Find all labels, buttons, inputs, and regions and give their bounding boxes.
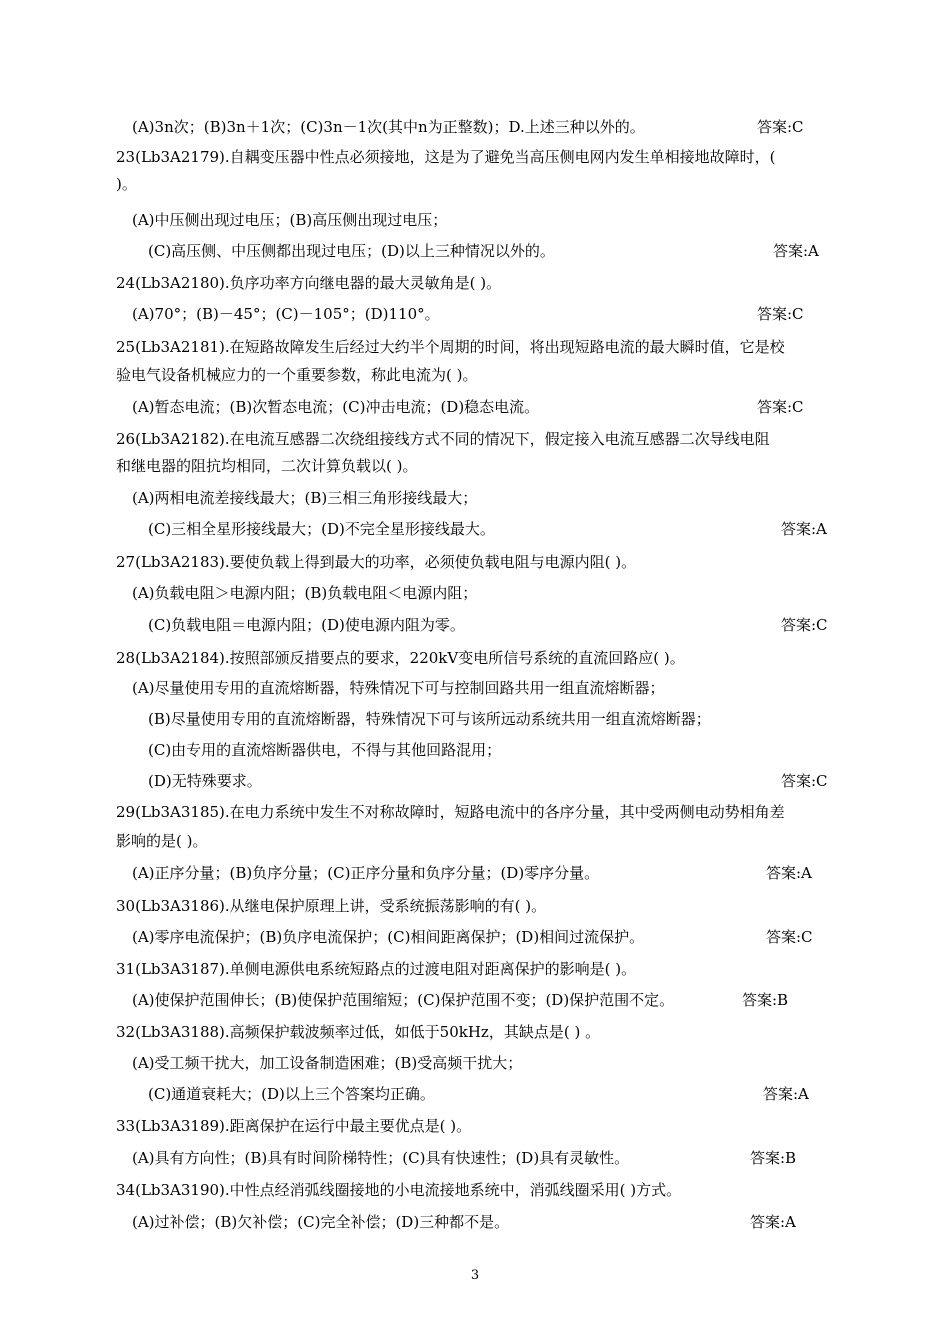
text-line: (B)尽量使用专用的直流熔断器，特殊情况下可与该所远动系统共用一组直流熔断器； — [148, 710, 711, 728]
text-line: (A)70°；(B)－45°；(C)－105°；(D)110°。 — [132, 305, 440, 323]
text-line: (D)无特殊要求。 — [148, 772, 262, 790]
answer-label: 答案:A — [766, 864, 812, 882]
answer-label: 答案:C — [757, 305, 804, 323]
text-line: 27(Lb3A2183).要使负载上得到最大的功率，必须使负载电阻与电源内阻( )。 — [116, 553, 637, 571]
text-line: (A)尽量使用专用的直流熔断器，特殊情况下可与控制回路共用一组直流熔断器； — [132, 679, 665, 697]
answer-label: 答案:B — [750, 1149, 797, 1167]
text-line: (A)暂态电流；(B)次暂态电流；(C)冲击电流；(D)稳态电流。 — [132, 398, 540, 416]
text-line: 29(Lb3A3185).在电力系统中发生不对称故障时，短路电流中的各序分量，其中受两侧电动势相角差 — [116, 803, 785, 821]
answer-label: 答案:C — [781, 772, 828, 790]
answer-label: 答案:A — [750, 1213, 796, 1231]
text-line: 28(Lb3A2184).按照部颁反措要点的要求，220kV变电所信号系统的直流回路应( )。 — [116, 649, 685, 667]
answer-label: 答案:C — [766, 928, 813, 946]
text-line: 23(Lb3A2179).自耦变压器中性点必须接地，这是为了避免当高压侧电网内发生单相接地故障时，( — [116, 148, 776, 166]
text-line: (A)过补偿；(B)欠补偿；(C)完全补偿；(D)三种都不是。 — [132, 1213, 510, 1231]
text-line: (C)负载电阻＝电源内阻；(D)使电源内阻为零。 — [148, 616, 465, 634]
text-line: 33(Lb3A3189).距离保护在运行中最主要优点是( )。 — [116, 1117, 472, 1135]
text-line: 24(Lb3A2180).负序功率方向继电器的最大灵敏角是( )。 — [116, 274, 502, 292]
text-line: 26(Lb3A2182).在电流互感器二次绕组接线方式不同的情况下，假定接入电流互感器二次导线电阻 — [116, 430, 770, 448]
text-line: (C)通道衰耗大；(D)以上三个答案均正确。 — [148, 1085, 435, 1103]
answer-label: 答案:A — [781, 520, 827, 538]
answer-label: 答案:A — [763, 1085, 809, 1103]
text-line: 32(Lb3A3188).高频保护载波频率过低，如低于50kHz，其缺点是( ) 。 — [116, 1023, 601, 1041]
text-line: 25(Lb3A2181).在短路故障发生后经过大约半个周期的时间，将出现短路电流的最大瞬时值，它是校 — [116, 338, 785, 356]
text-line: (A)具有方向性；(B)具有时间阶梯特性；(C)具有快速性；(D)具有灵敏性。 — [132, 1149, 630, 1167]
answer-label: 答案:B — [742, 991, 789, 1009]
text-line: (A)负载电阻＞电源内阻；(B)负载电阻＜电源内阻； — [132, 584, 478, 602]
text-line: )。 — [116, 175, 137, 193]
text-line: (A)受工频干扰大，加工设备制造困难；(B)受高频干扰大； — [132, 1054, 523, 1072]
text-line: 34(Lb3A3190).中性点经消弧线圈接地的小电流接地系统中，消弧线圈采用( )方式。 — [116, 1181, 682, 1199]
text-line: 验电气设备机械应力的一个重要参数，称此电流为( )。 — [116, 366, 478, 384]
page-number: 3 — [470, 1268, 480, 1283]
text-line: (C)由专用的直流熔断器供电，不得与其他回路混用； — [148, 741, 502, 759]
text-line: (A)使保护范围伸长；(B)使保护范围缩短；(C)保护范围不变；(D)保护范围不定。 — [132, 991, 675, 1009]
text-line: (A)中压侧出现过电压；(B)高压侧出现过电压； — [132, 211, 448, 229]
text-line: (A)3n次；(B)3n＋1次；(C)3n－1次(其中n为正整数)；D.上述三种以外的。 — [132, 118, 645, 136]
answer-label: 答案:C — [757, 118, 804, 136]
text-line: 30(Lb3A3186).从继电保护原理上讲，受系统振荡影响的有( )。 — [116, 897, 547, 915]
text-line: 和继电器的阻抗均相同，二次计算负载以( )。 — [116, 457, 418, 475]
text-line: (A)两相电流差接线最大；(B)三相三角形接线最大； — [132, 489, 478, 507]
text-line: (C)高压侧、中压侧都出现过电压；(D)以上三种情况以外的。 — [148, 242, 555, 260]
text-line: 31(Lb3A3187).单侧电源供电系统短路点的过渡电阻对距离保护的影响是( )。 — [116, 960, 637, 978]
answer-label: 答案:A — [773, 242, 819, 260]
answer-label: 答案:C — [781, 616, 828, 634]
text-line: 影响的是( )。 — [116, 832, 208, 850]
answer-label: 答案:C — [757, 398, 804, 416]
text-line: (A)零序电流保护；(B)负序电流保护；(C)相间距离保护；(D)相间过流保护。 — [132, 928, 645, 946]
text-line: (C)三相全星形接线最大；(D)不完全星形接线最大。 — [148, 520, 495, 538]
text-line: (A)正序分量；(B)负序分量；(C)正序分量和负序分量；(D)零序分量。 — [132, 864, 600, 882]
